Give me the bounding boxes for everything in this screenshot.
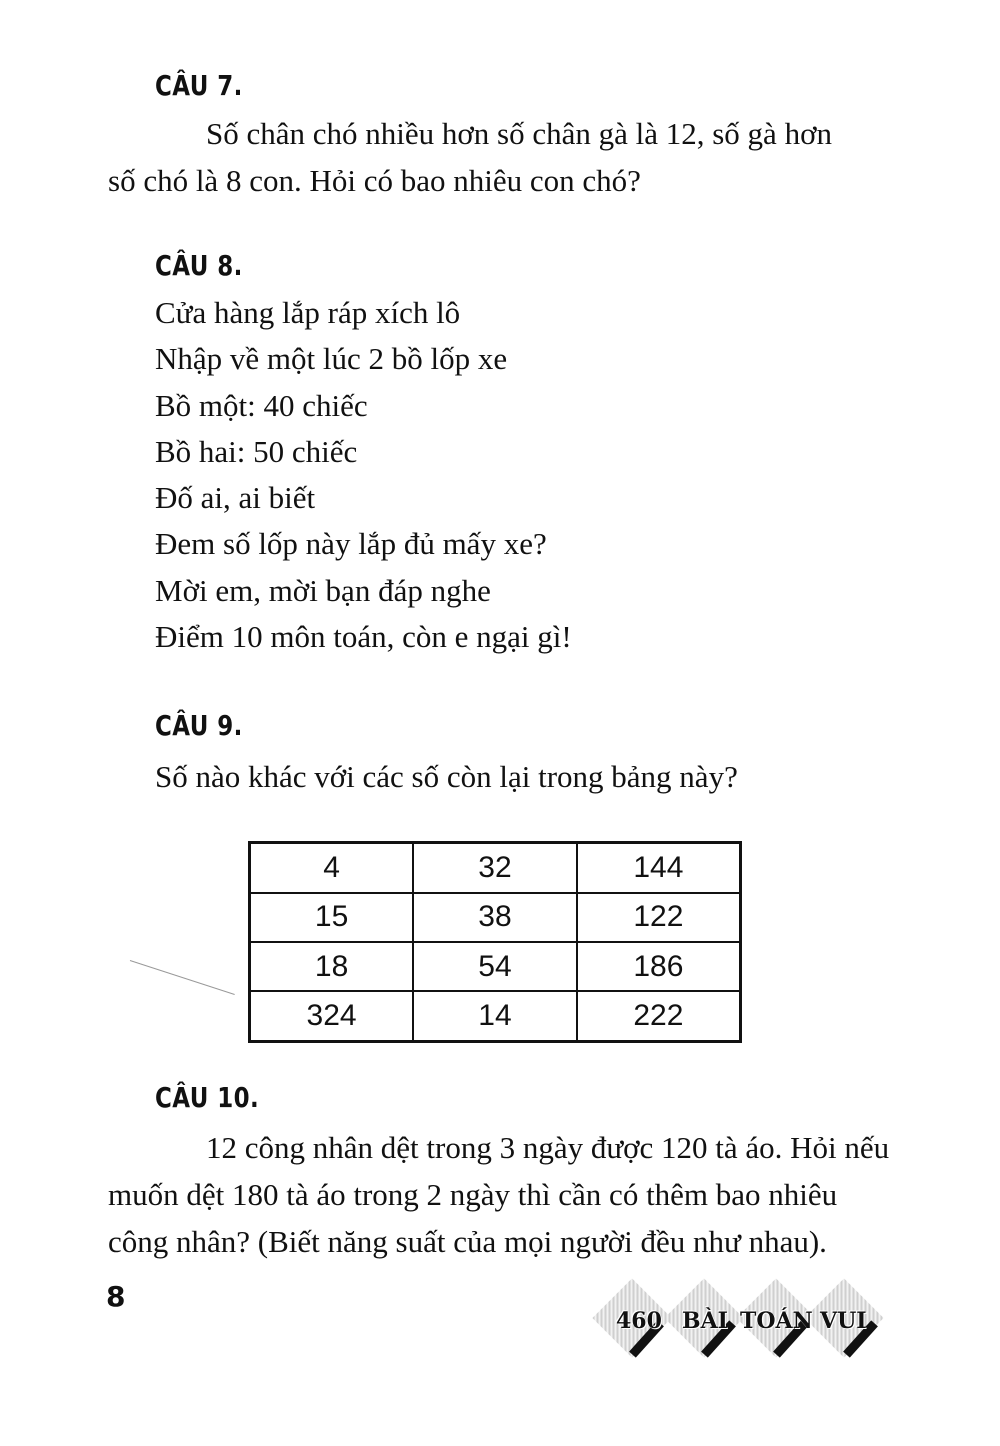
poem-line: Mời em, mời bạn đáp nghe: [155, 572, 491, 608]
table-cell: 32: [413, 843, 577, 893]
table-row: [250, 893, 741, 942]
question-7-line-1: Số chân chó nhiều hơn số chân gà là 12, số gà hơn: [206, 116, 832, 151]
logo-word: TOÁN: [740, 1308, 813, 1334]
table-row: [250, 843, 741, 893]
question-8-heading: CÂU 8.: [155, 249, 243, 282]
page-number: 8: [106, 1280, 126, 1313]
poem-line: Đem số lốp này lắp đủ mấy xe?: [155, 526, 547, 562]
table-cell: 222: [577, 991, 741, 1041]
question-8-poem: [155, 290, 572, 660]
poem-line: Bồ hai: 50 chiếc: [155, 433, 358, 469]
table-cell: 15: [250, 893, 414, 942]
scan-mark: [130, 960, 235, 995]
book-title-logo: [592, 1278, 892, 1362]
table-row: [250, 942, 741, 991]
logo-word: 460: [616, 1308, 662, 1334]
number-table: [248, 841, 742, 1043]
question-9-heading: CÂU 9.: [155, 709, 243, 742]
table-cell: 186: [577, 942, 741, 991]
poem-line: Nhập về một lúc 2 bồ lốp xe: [155, 341, 508, 377]
question-7-line-2: số chó là 8 con. Hỏi có bao nhiêu con chó?: [108, 163, 641, 198]
table-cell: 122: [577, 893, 741, 942]
question-9-text: Số nào khác với các số còn lại trong bảng này?: [155, 759, 738, 794]
poem-line: Đố ai, ai biết: [155, 480, 316, 516]
question-7-text: [108, 110, 898, 204]
question-10-heading: CÂU 10.: [155, 1081, 260, 1114]
table-cell: 144: [577, 843, 741, 893]
poem-line: Điểm 10 môn toán, còn e ngại gì!: [155, 619, 572, 655]
table-cell: 14: [413, 991, 577, 1041]
table-cell: 18: [250, 942, 414, 991]
logo-word: BÀI: [682, 1308, 728, 1334]
table-cell: 324: [250, 991, 414, 1041]
question-7-heading: CÂU 7.: [155, 69, 243, 102]
table-cell: 38: [413, 893, 577, 942]
question-10-line-2: muốn dệt 180 tà áo trong 2 ngày thì cần có thêm bao nhiêu: [108, 1177, 838, 1212]
poem-line: Bồ một: 40 chiếc: [155, 387, 368, 423]
table-cell: 4: [250, 843, 414, 893]
question-10-line-1: 12 công nhân dệt trong 3 ngày được 120 tà áo. Hỏi nếu: [206, 1130, 890, 1165]
poem-line: Cửa hàng lắp ráp xích lô: [155, 295, 461, 330]
question-10-text: [108, 1124, 898, 1265]
question-10-line-3: công nhân? (Biết năng suất của mọi người đều như nhau).: [108, 1224, 827, 1259]
table-cell: 54: [413, 942, 577, 991]
logo-word: VUI: [820, 1308, 867, 1334]
table-row: [250, 991, 741, 1041]
